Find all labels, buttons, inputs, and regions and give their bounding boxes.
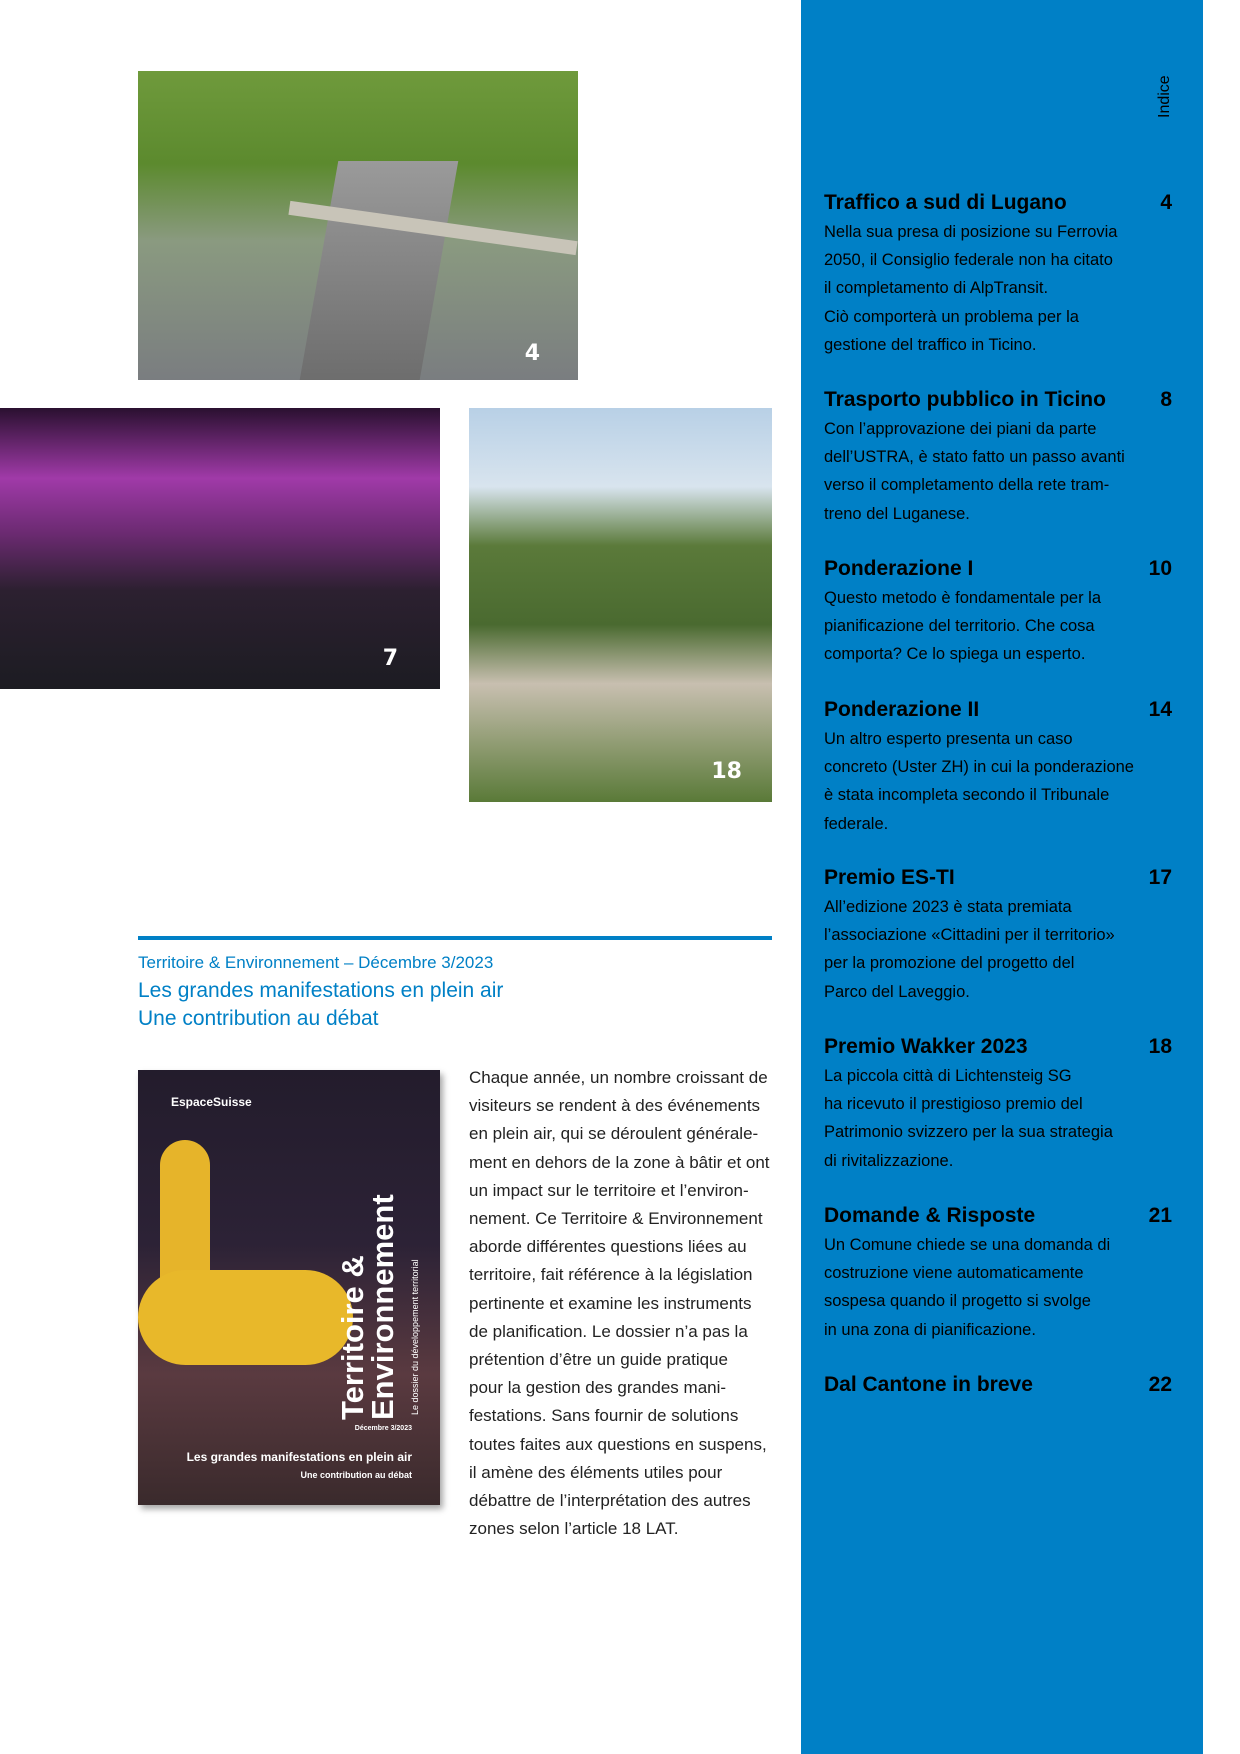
index-item-desc: Nella sua presa di posizione su Ferrovia	[824, 223, 1118, 241]
index-item-desc: treno del Luganese.	[824, 504, 970, 523]
index-item-desc: verso il completamento della rete tram-	[824, 476, 1110, 495]
body-line: festations. Sans fournir de solutions	[469, 1406, 739, 1426]
index-item-title: Traffico a sud di Lugano	[824, 191, 1067, 214]
body-line: de planification. Le dossier n’a pas la	[469, 1321, 748, 1341]
index-item[interactable]	[824, 190, 1172, 359]
magazine-cover	[138, 1070, 440, 1505]
index-item-title: Dal Cantone in breve	[824, 1373, 1033, 1396]
cover-date: Décembre 3/2023	[354, 1425, 412, 1432]
body-line: prétention d’être un guide pratique	[469, 1350, 728, 1370]
index-item-title: Ponderazione I	[824, 557, 974, 580]
index-item[interactable]	[824, 556, 1172, 669]
index-item-desc: in una zona di pianificazione.	[824, 1320, 1036, 1339]
index-item-desc: Un altro esperto presenta un caso	[824, 730, 1073, 748]
index-item-title: Ponderazione II	[824, 698, 980, 721]
photo-page-number: 4	[524, 341, 540, 366]
index-item[interactable]	[824, 697, 1172, 838]
highway-tunnel-photo	[138, 71, 578, 380]
index-item-desc: dell’USTRA, è stato fatto un passo avanti	[824, 448, 1125, 467]
cover-headline: Les grandes manifestations en plein air	[186, 1450, 412, 1464]
sidebar-label: Indice	[1156, 75, 1173, 118]
index-item-page: 17	[1148, 866, 1172, 889]
index-item-desc: comporta? Ce lo spiega un esperto.	[824, 645, 1086, 664]
index-item-desc: La piccola città di Lichtensteig SG	[824, 1067, 1072, 1085]
index-item-desc: Ciò comporterà un problema per la	[824, 307, 1079, 326]
publication-meta: Territoire & Environnement – Décembre 3/2023	[138, 953, 494, 972]
index-item[interactable]	[824, 387, 1172, 528]
body-line: il amène des éléments utiles pour	[469, 1462, 723, 1482]
body-line: ment en dehors de la zone à bâtir et ont	[469, 1152, 770, 1172]
photo-page-number: 18	[711, 759, 742, 784]
index-item-desc: costruzione viene automaticamente	[824, 1264, 1084, 1283]
cover-subheadline: Une contribution au débat	[300, 1470, 412, 1480]
index-item[interactable]	[824, 865, 1172, 1006]
body-line: débattre de l’interprétation des autres	[469, 1491, 751, 1511]
divider	[138, 936, 772, 940]
index-item-page: 10	[1148, 557, 1172, 580]
body-line: territoire, fait référence à la législation	[469, 1265, 753, 1285]
index-item-title: Premio ES-TI	[824, 866, 955, 889]
index-item-title: Domande & Risposte	[824, 1204, 1036, 1227]
index-item[interactable]	[824, 1034, 1172, 1175]
index-item-desc: concreto (Uster ZH) in cui la ponderazione	[824, 758, 1134, 777]
index-item-title: Trasporto pubblico in Ticino	[824, 388, 1106, 411]
index-item-page: 21	[1148, 1204, 1172, 1227]
index-item-desc: sospesa quando il progetto si svolge	[824, 1292, 1091, 1311]
index-item-desc: pianificazione del territorio. Che cosa	[824, 617, 1095, 636]
index-item-page: 18	[1148, 1035, 1172, 1058]
index-item-desc: Un Comune chiede se una domanda di	[824, 1236, 1111, 1254]
index-item-desc: gestione del traffico in Ticino.	[824, 335, 1037, 354]
body-line: visiteurs se rendent à des événements	[469, 1096, 761, 1116]
index-item-desc: 2050, il Consiglio federale non ha citato	[824, 251, 1113, 270]
bus-station-photo	[0, 408, 440, 689]
index-item[interactable]	[824, 1372, 1172, 1400]
body-line: en plein air, qui se déroulent générale-	[469, 1124, 759, 1144]
cover-brand: EspaceSuisse	[171, 1095, 252, 1109]
cover-title: Territoire & Environnement	[335, 1194, 400, 1420]
body-line: toutes faites aux questions en suspens,	[469, 1434, 767, 1454]
index-item-desc: All’edizione 2023 è stata premiata	[824, 898, 1072, 916]
body-line: pertinente et examine les instruments	[469, 1293, 752, 1313]
photo-page-number: 7	[382, 646, 398, 671]
index-item-desc: di rivitalizzazione.	[824, 1151, 954, 1170]
index-item-desc: Parco del Laveggio.	[824, 982, 970, 1001]
index-item-desc: per la promozione del progetto del	[824, 954, 1075, 973]
index-item[interactable]	[824, 1203, 1172, 1344]
lichtensteig-town-photo	[469, 408, 772, 802]
article-subtitle: Une contribution au débat	[138, 1007, 379, 1030]
index-item-title: Premio Wakker 2023	[824, 1035, 1028, 1058]
index-item-desc: Questo metodo è fondamentale per la	[824, 589, 1102, 607]
body-line: un impact sur le territoire et l’environ-	[469, 1180, 749, 1200]
index-item-desc: l’associazione «Cittadini per il territorio»	[824, 926, 1115, 945]
body-line: pour la gestion des grandes mani-	[469, 1378, 727, 1398]
article-body	[469, 1064, 779, 1543]
index-item-desc: Patrimonio svizzero per la sua strategia	[824, 1123, 1113, 1142]
article-title: Les grandes manifestations en plein air	[138, 979, 504, 1002]
index-item-desc: federale.	[824, 814, 889, 833]
cover-subtitle: Le dossier du développement territorial	[410, 1259, 420, 1415]
index-item-desc: ha ricevuto il prestigioso premio del	[824, 1095, 1083, 1114]
index-item-page: 8	[1160, 388, 1172, 411]
index-item-page: 22	[1148, 1373, 1172, 1396]
index-item-desc: il completamento di AlpTransit.	[824, 279, 1049, 298]
body-line: zones selon l’article 18 LAT.	[469, 1519, 679, 1539]
index-item-desc: è stata incompleta secondo il Tribunale	[824, 786, 1110, 805]
body-line: nement. Ce Territoire & Environnement	[469, 1209, 763, 1229]
index-item-page: 14	[1148, 698, 1172, 721]
index-item-desc: Con l’approvazione dei piani da parte	[824, 420, 1097, 438]
index-item-page: 4	[1160, 191, 1172, 214]
body-line: aborde différentes questions liées au	[469, 1237, 747, 1257]
body-line: Chaque année, un nombre croissant de	[469, 1068, 768, 1087]
